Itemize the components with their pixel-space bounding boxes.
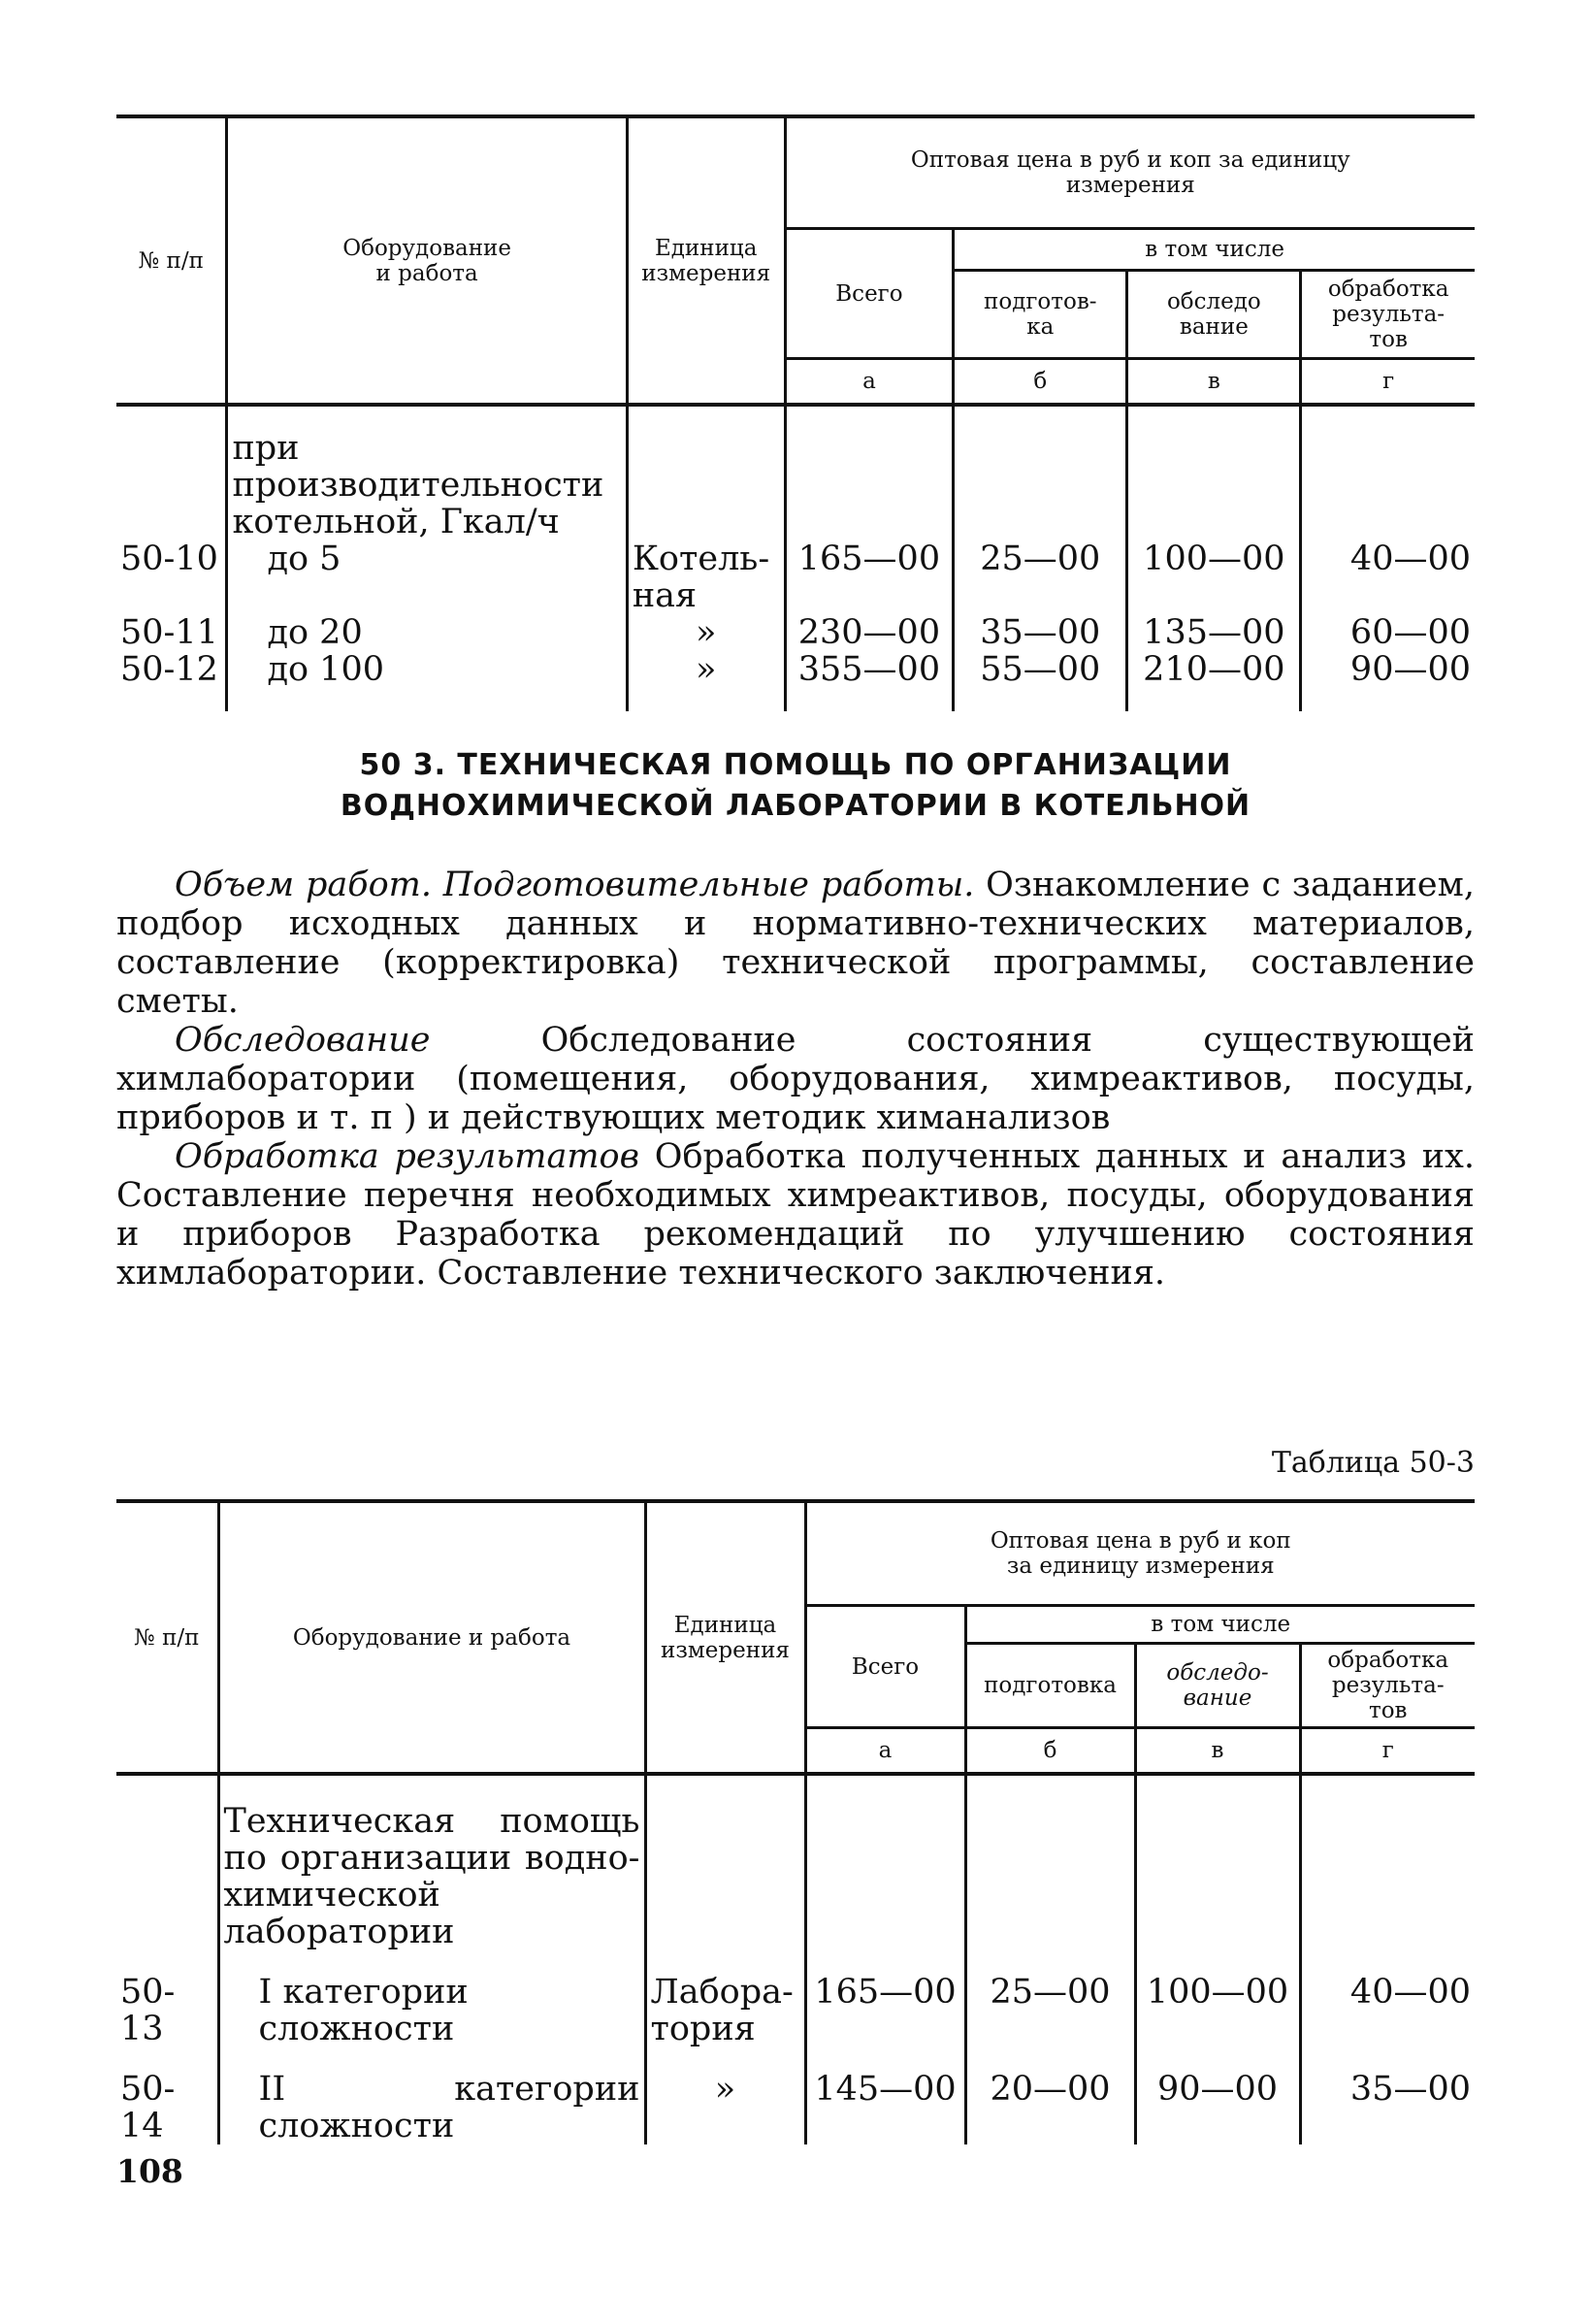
label-survey: Обследование	[175, 1021, 431, 1060]
header-including: в том числе	[965, 1606, 1475, 1644]
table-row	[116, 2071, 1475, 2144]
row-total: 165—00	[785, 540, 954, 614]
row-total: 145—00	[805, 2071, 965, 2144]
row-proc: 40—00	[1300, 1974, 1475, 2047]
section-heading	[116, 745, 1475, 827]
row-survey: 90—00	[1135, 2071, 1300, 2144]
header-letter-b: б	[965, 1728, 1135, 1775]
table-row	[116, 540, 1475, 614]
header-letter-a: а	[805, 1728, 965, 1775]
table-row	[116, 651, 1475, 688]
header-preparation: подготовка	[965, 1644, 1135, 1728]
row-proc: 90—00	[1301, 651, 1475, 688]
row-prep: 35—00	[954, 614, 1127, 651]
header-num: № п/п	[138, 247, 204, 274]
header-equipment: Оборудование и работа	[227, 116, 627, 405]
row-total: 355—00	[785, 651, 954, 688]
header-including: в том числе	[954, 229, 1475, 271]
row-total: 165—00	[805, 1974, 965, 2047]
label-scope: Объем работ. Подготовительные работы.	[175, 866, 975, 904]
row-name: до 5	[227, 540, 627, 614]
table-row-desc	[116, 1803, 1475, 1950]
row-num: 50-12	[120, 650, 218, 689]
table-row	[116, 1974, 1475, 2047]
header-letter-a: а	[785, 359, 954, 406]
section-heading-line1: 50 3. ТЕХНИЧЕСКАЯ ПОМОЩЬ ПО ОРГАНИЗАЦИИ	[359, 748, 1232, 782]
header-num: № п/п	[134, 1624, 200, 1651]
row-unit: »	[627, 614, 785, 651]
row-prep: 25—00	[954, 540, 1127, 614]
header-survey: обследо вание	[1127, 271, 1301, 359]
header-letter-v: в	[1135, 1728, 1300, 1775]
header-price: Оптовая цена в руб и коп за единицу измерения	[785, 116, 1475, 229]
header-letter-v: в	[1127, 359, 1301, 406]
row-description: при производительности котельной, Гкал/ч	[227, 430, 627, 540]
table-row-desc	[116, 430, 1475, 540]
row-name: I категории сложности	[218, 1974, 645, 2047]
row-name: до 20	[227, 614, 627, 651]
row-name: II категории сложности	[218, 2071, 645, 2144]
row-num: 50-11	[120, 613, 218, 652]
row-num: 50-10	[120, 540, 218, 578]
table-header	[116, 116, 1475, 405]
header-unit: Единица измерения	[645, 1501, 805, 1774]
row-survey: 100—00	[1135, 1974, 1300, 2047]
header-preparation: подготов- ка	[954, 271, 1127, 359]
paragraph-survey	[116, 1021, 1475, 1137]
header-equipment: Оборудование и работа	[218, 1501, 645, 1774]
paragraph-processing	[116, 1137, 1475, 1293]
row-description: Техническая помощь по организации воднохимической лаборатории	[218, 1803, 645, 1950]
paragraph-scope	[116, 866, 1475, 1021]
header-processing: обработка результа- тов	[1301, 271, 1475, 359]
page-number: 108	[116, 2152, 183, 2190]
row-prep: 20—00	[965, 2071, 1135, 2144]
row-survey: 100—00	[1127, 540, 1301, 614]
row-unit: »	[645, 2071, 805, 2144]
row-proc: 35—00	[1300, 2071, 1475, 2144]
text-processing: Обработка полученных данных и анализ их. Составление перечня необходимых химреактивов, посуды, оборудования и приборов Разработка рекомендаций по улучшению состояния химлаборатории. Составление технического заключения.	[116, 1137, 1475, 1293]
header-total: Всего	[785, 229, 954, 359]
header-letter-g: г	[1301, 359, 1475, 406]
table-row	[116, 614, 1475, 651]
row-name: до 100	[227, 651, 627, 688]
header-processing: обработка результа- тов	[1300, 1644, 1475, 1728]
row-survey: 210—00	[1127, 651, 1301, 688]
header-survey: обследо- вание	[1135, 1644, 1300, 1728]
section-body	[116, 866, 1475, 1293]
row-proc: 60—00	[1301, 614, 1475, 651]
section-heading-line2: ВОДНОХИМИЧЕСКОЙ ЛАБОРАТОРИИ В КОТЕЛЬНОЙ	[340, 789, 1251, 823]
row-unit: Лабора- тория	[645, 1974, 805, 2047]
header-price: Оптовая цена в руб и коп за единицу измерения	[805, 1501, 1475, 1606]
row-total: 230—00	[785, 614, 954, 651]
row-unit: »	[627, 651, 785, 688]
text-survey: Обследование состояния существующей химлаборатории (помещения, оборудования, химреактивов, посуды, приборов и т. п ) и действующих методик химанализов	[116, 1021, 1475, 1137]
row-unit: Котель- ная	[627, 540, 785, 614]
table-header	[116, 1501, 1475, 1774]
row-survey: 135—00	[1127, 614, 1301, 651]
header-total: Всего	[805, 1606, 965, 1728]
price-table-2	[116, 1499, 1475, 2144]
price-table-1	[116, 115, 1475, 711]
table-caption: Таблица 50-3	[1271, 1446, 1475, 1480]
header-unit: Единица измерения	[627, 116, 785, 405]
header-letter-b: б	[954, 359, 1127, 406]
row-proc: 40—00	[1301, 540, 1475, 614]
row-num: 50-14	[120, 2070, 176, 2145]
row-prep: 55—00	[954, 651, 1127, 688]
label-processing: Обработка результатов	[175, 1137, 639, 1176]
header-letter-g: г	[1300, 1728, 1475, 1775]
row-num: 50-13	[120, 1973, 176, 2048]
text-scope: Ознакомление с заданием, подбор исходных данных и нормативно-технических материалов, составление (корректировка) технической программы, составление сметы.	[116, 866, 1475, 1021]
row-prep: 25—00	[965, 1974, 1135, 2047]
